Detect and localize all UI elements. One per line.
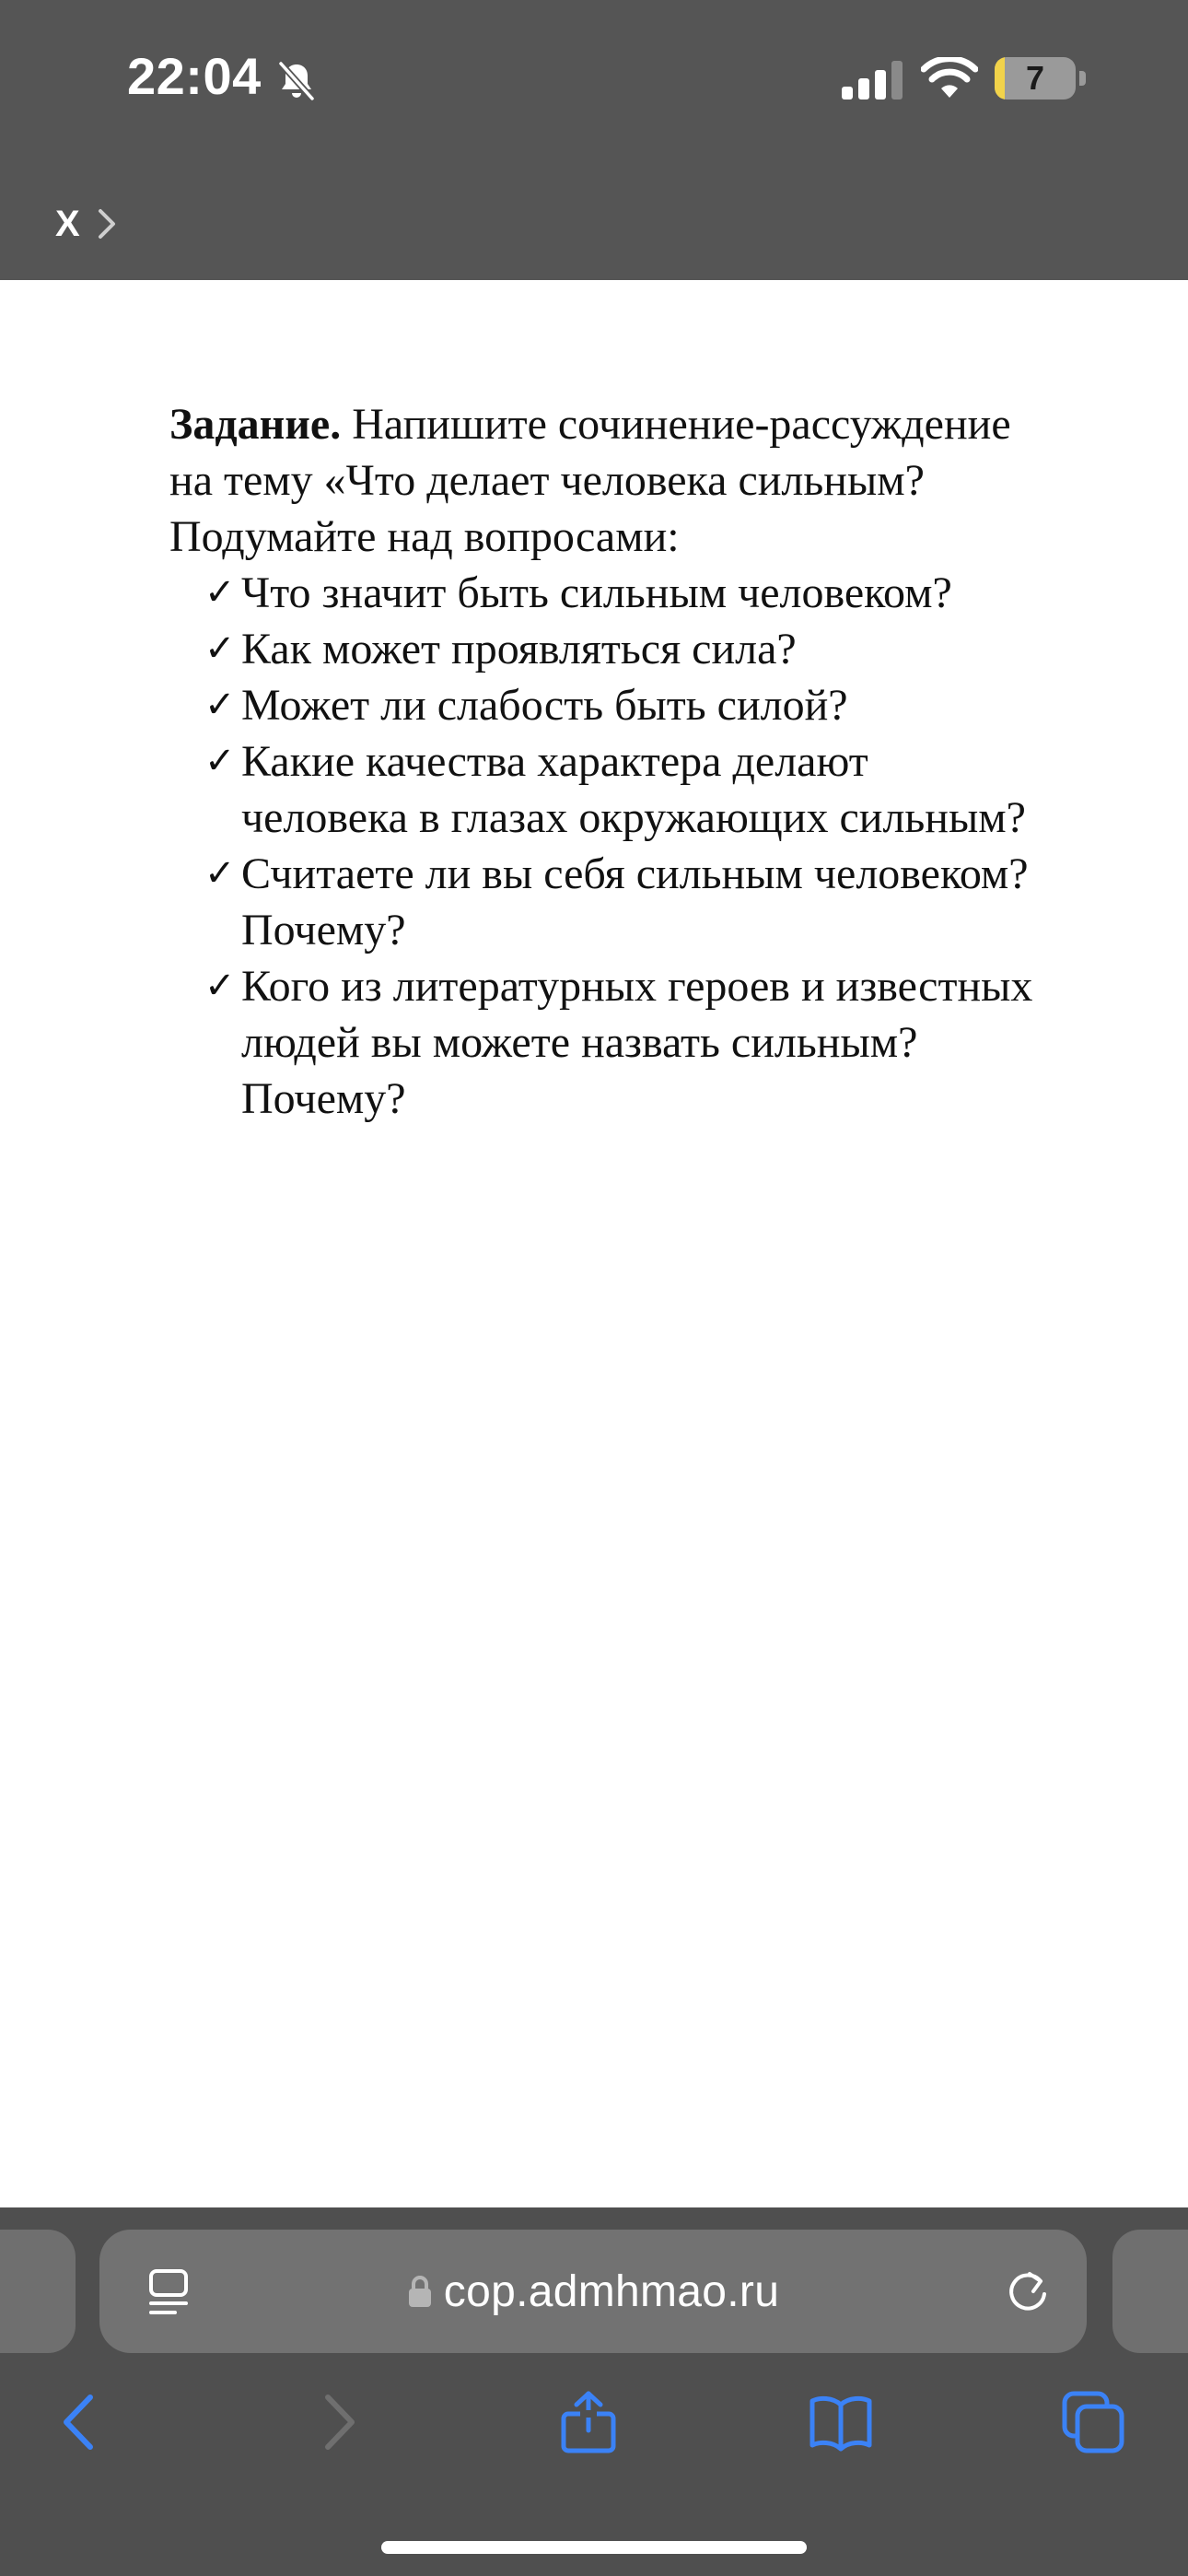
- checkmark-icon: ✓: [204, 740, 236, 782]
- tabs-icon[interactable]: [1061, 2390, 1125, 2454]
- url-text[interactable]: cop.admhmao.ru: [443, 2266, 780, 2316]
- question-line: людей вы можете назвать сильным?: [241, 1018, 918, 1067]
- page-content: [169, 396, 1109, 1127]
- top-chrome: [0, 157, 1188, 280]
- question-line: Считаете ли вы себя сильным человеком?: [241, 849, 1029, 898]
- bell-slash-icon: [274, 59, 319, 103]
- checkmark-icon: ✓: [204, 965, 236, 1007]
- question-line: Почему?: [241, 1074, 406, 1123]
- checkmark-icon: ✓: [204, 684, 236, 726]
- question-line: Как может проявляться сила?: [241, 625, 797, 673]
- breadcrumb[interactable]: [55, 201, 117, 247]
- next-tab-preview[interactable]: [1112, 2230, 1188, 2353]
- task-text: [169, 396, 1109, 565]
- question-item: [169, 958, 1109, 1127]
- lock-icon: [407, 2275, 433, 2308]
- question-item: [169, 733, 1109, 846]
- task-intro-line-2: на тему «Что делает человека сильным?: [169, 456, 925, 505]
- url-group[interactable]: [99, 2230, 1087, 2353]
- battery-percentage: 7: [1025, 59, 1045, 97]
- question-list: [169, 565, 1109, 1127]
- question-line: Почему?: [241, 906, 406, 954]
- breadcrumb-label[interactable]: X: [55, 203, 80, 244]
- reload-icon[interactable]: [1004, 2268, 1052, 2316]
- question-item: [169, 846, 1109, 958]
- status-bar: [0, 0, 1188, 157]
- address-bar[interactable]: [99, 2230, 1087, 2353]
- home-indicator[interactable]: [381, 2541, 807, 2554]
- forward-icon[interactable]: [306, 2390, 370, 2454]
- battery-body: [995, 57, 1076, 100]
- battery-icon: [995, 57, 1087, 101]
- checkmark-icon: ✓: [204, 627, 236, 670]
- question-line: человека в глазах окружающих сильным?: [241, 793, 1026, 842]
- task-intro-line-3: Подумайте над вопросами:: [169, 512, 680, 561]
- bookmarks-icon[interactable]: [809, 2390, 873, 2454]
- question-item: [169, 565, 1109, 621]
- chevron-right-icon[interactable]: [97, 207, 117, 240]
- status-time: 22:04: [127, 47, 262, 105]
- share-icon[interactable]: [556, 2390, 621, 2454]
- checkmark-icon: ✓: [204, 852, 236, 895]
- task-intro-rest: Напишите сочинение-рассуждение: [341, 400, 1011, 449]
- previous-tab-preview[interactable]: [0, 2230, 76, 2353]
- question-line: Что значит быть сильным человеком?: [241, 568, 952, 617]
- checkmark-icon: ✓: [204, 571, 236, 614]
- battery-cap: [1079, 71, 1086, 86]
- question-line: Какие качества характера делают: [241, 737, 868, 786]
- back-icon[interactable]: [48, 2390, 112, 2454]
- question-item: [169, 621, 1109, 677]
- task-intro-line-1: [169, 396, 1109, 452]
- task-label: Задание.: [169, 400, 342, 449]
- question-item: [169, 677, 1109, 733]
- question-line: Кого из литературных героев и известных: [241, 962, 1033, 1011]
- signal-icon: [842, 61, 903, 100]
- question-line: Может ли слабость быть силой?: [241, 681, 848, 730]
- wifi-icon: [921, 57, 978, 100]
